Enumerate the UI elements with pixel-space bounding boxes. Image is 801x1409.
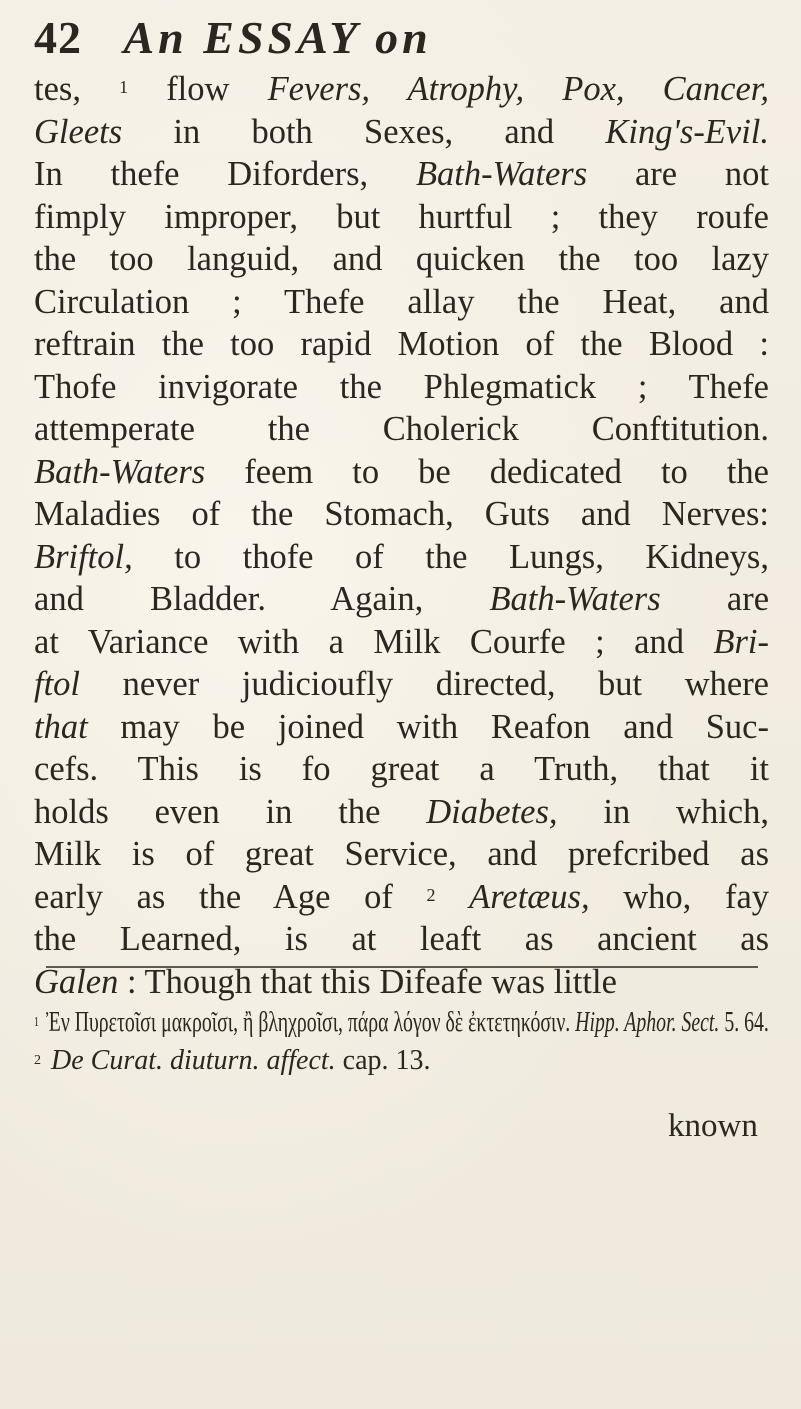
page-number: 42 <box>34 12 82 63</box>
text-line <box>34 833 769 876</box>
footnote-marker: 1 <box>119 77 129 97</box>
catchword: known <box>668 1108 758 1144</box>
text-line <box>34 536 769 579</box>
text-segment: early as the Age of <box>34 877 427 916</box>
text-line <box>34 323 769 366</box>
text-line <box>34 918 769 961</box>
footnote-rule <box>46 966 758 968</box>
text-line <box>34 451 769 494</box>
italic-text: ftol <box>34 665 81 703</box>
italic-text: Gleets <box>34 112 123 151</box>
text-line <box>34 706 769 749</box>
text-segment: reftrain the too rapid Motion of the Blood : <box>34 325 769 363</box>
italic-text: that <box>34 707 88 746</box>
text-segment: cefs. This is fo great a Truth, that it <box>34 750 769 788</box>
footnote-marker: 2 <box>426 884 436 905</box>
text-segment: : Though that this Difeafe was little <box>118 962 617 1001</box>
text-segment: Thofe invigorate the Phlegmatick ; Thefe <box>34 367 769 406</box>
text-line <box>34 578 769 621</box>
text-segment: flow <box>128 70 268 108</box>
page-header <box>34 8 432 68</box>
italic-text: Fevers, Atrophy, Pox, Cancer, <box>267 70 769 108</box>
text-segment: and Bladder. Again, <box>34 580 490 618</box>
text-segment: who, fay <box>589 877 769 916</box>
footnote <box>34 1042 769 1080</box>
italic-text: Bath-Waters <box>415 155 588 193</box>
text-segment: attemperate the Cholerick Conftitution. <box>34 410 769 448</box>
text-segment: 5. 64. <box>719 1007 769 1038</box>
running-title: An ESSAY on <box>123 12 432 63</box>
text-segment: feem to be dedicated to the <box>205 452 769 491</box>
text-line <box>34 748 769 791</box>
text-line <box>34 493 769 536</box>
text-line <box>34 111 769 154</box>
text-segment: to thofe of the Lungs, Kidneys, <box>132 537 769 576</box>
text-line <box>34 281 769 324</box>
text-line <box>34 876 769 919</box>
text-segment: Ἐν Πυρετοῖσι μακροῖσι, ἢ βληχροῖσι, πάρα λόγον δὲ ἐκτετηκόσιν. <box>46 1007 576 1038</box>
italic-text: Hipp. Aphor. Sect. <box>575 1007 720 1038</box>
italic-text: Bath-Waters <box>34 452 206 491</box>
italic-text: Bri- <box>713 622 769 661</box>
footnote <box>34 1004 769 1042</box>
text-line <box>34 68 769 111</box>
text-segment: Circulation ; Thefe allay the Heat, and <box>34 282 769 321</box>
text-segment: Milk is of great Service, and prefcribed as <box>34 835 769 873</box>
text-segment: Maladies of the Stomach, Guts and Nerves: <box>34 495 769 533</box>
text-segment: the Learned, is at leaft as ancient as <box>34 920 769 958</box>
text-segment <box>435 878 469 916</box>
body-text <box>34 68 769 1003</box>
italic-text: Bath-Waters <box>489 580 661 618</box>
text-line <box>34 408 769 451</box>
text-line <box>34 238 769 281</box>
italic-text: Galen <box>34 962 119 1001</box>
text-segment: cap. 13. <box>335 1045 431 1076</box>
text-segment: are not <box>587 155 769 193</box>
italic-text: Aretæus, <box>469 877 590 916</box>
text-segment: fimply improper, but hurtful ; they roufe <box>34 197 769 236</box>
text-line <box>34 196 769 239</box>
footnote-marker: 2 <box>34 1053 41 1068</box>
italic-text: Briftol, <box>34 537 133 576</box>
italic-text: King's-Evil. <box>605 112 769 151</box>
text-line <box>34 663 769 706</box>
text-segment: in both Sexes, and <box>122 112 606 151</box>
footnote-marker: 1 <box>34 1015 39 1030</box>
italic-text: Diabetes, <box>426 792 558 831</box>
text-segment: at Variance with a Milk Courfe ; and <box>34 622 714 661</box>
text-line <box>34 153 769 196</box>
text-segment: are <box>660 580 769 618</box>
text-segment: the too languid, and quicken the too lazy <box>34 240 769 278</box>
text-segment: never judicioufly directed, but where <box>80 665 769 703</box>
text-line <box>34 621 769 664</box>
text-line <box>34 366 769 409</box>
italic-text: De Curat. diuturn. affect. <box>51 1045 336 1076</box>
footnotes <box>34 1004 769 1080</box>
text-line <box>34 791 769 834</box>
text-segment: In thefe Diforders, <box>34 155 416 193</box>
text-segment: tes, <box>34 70 120 108</box>
text-segment: may be joined with Reafon and Suc- <box>87 707 769 746</box>
text-segment: in which, <box>557 792 769 831</box>
text-segment: holds even in the <box>34 792 427 831</box>
